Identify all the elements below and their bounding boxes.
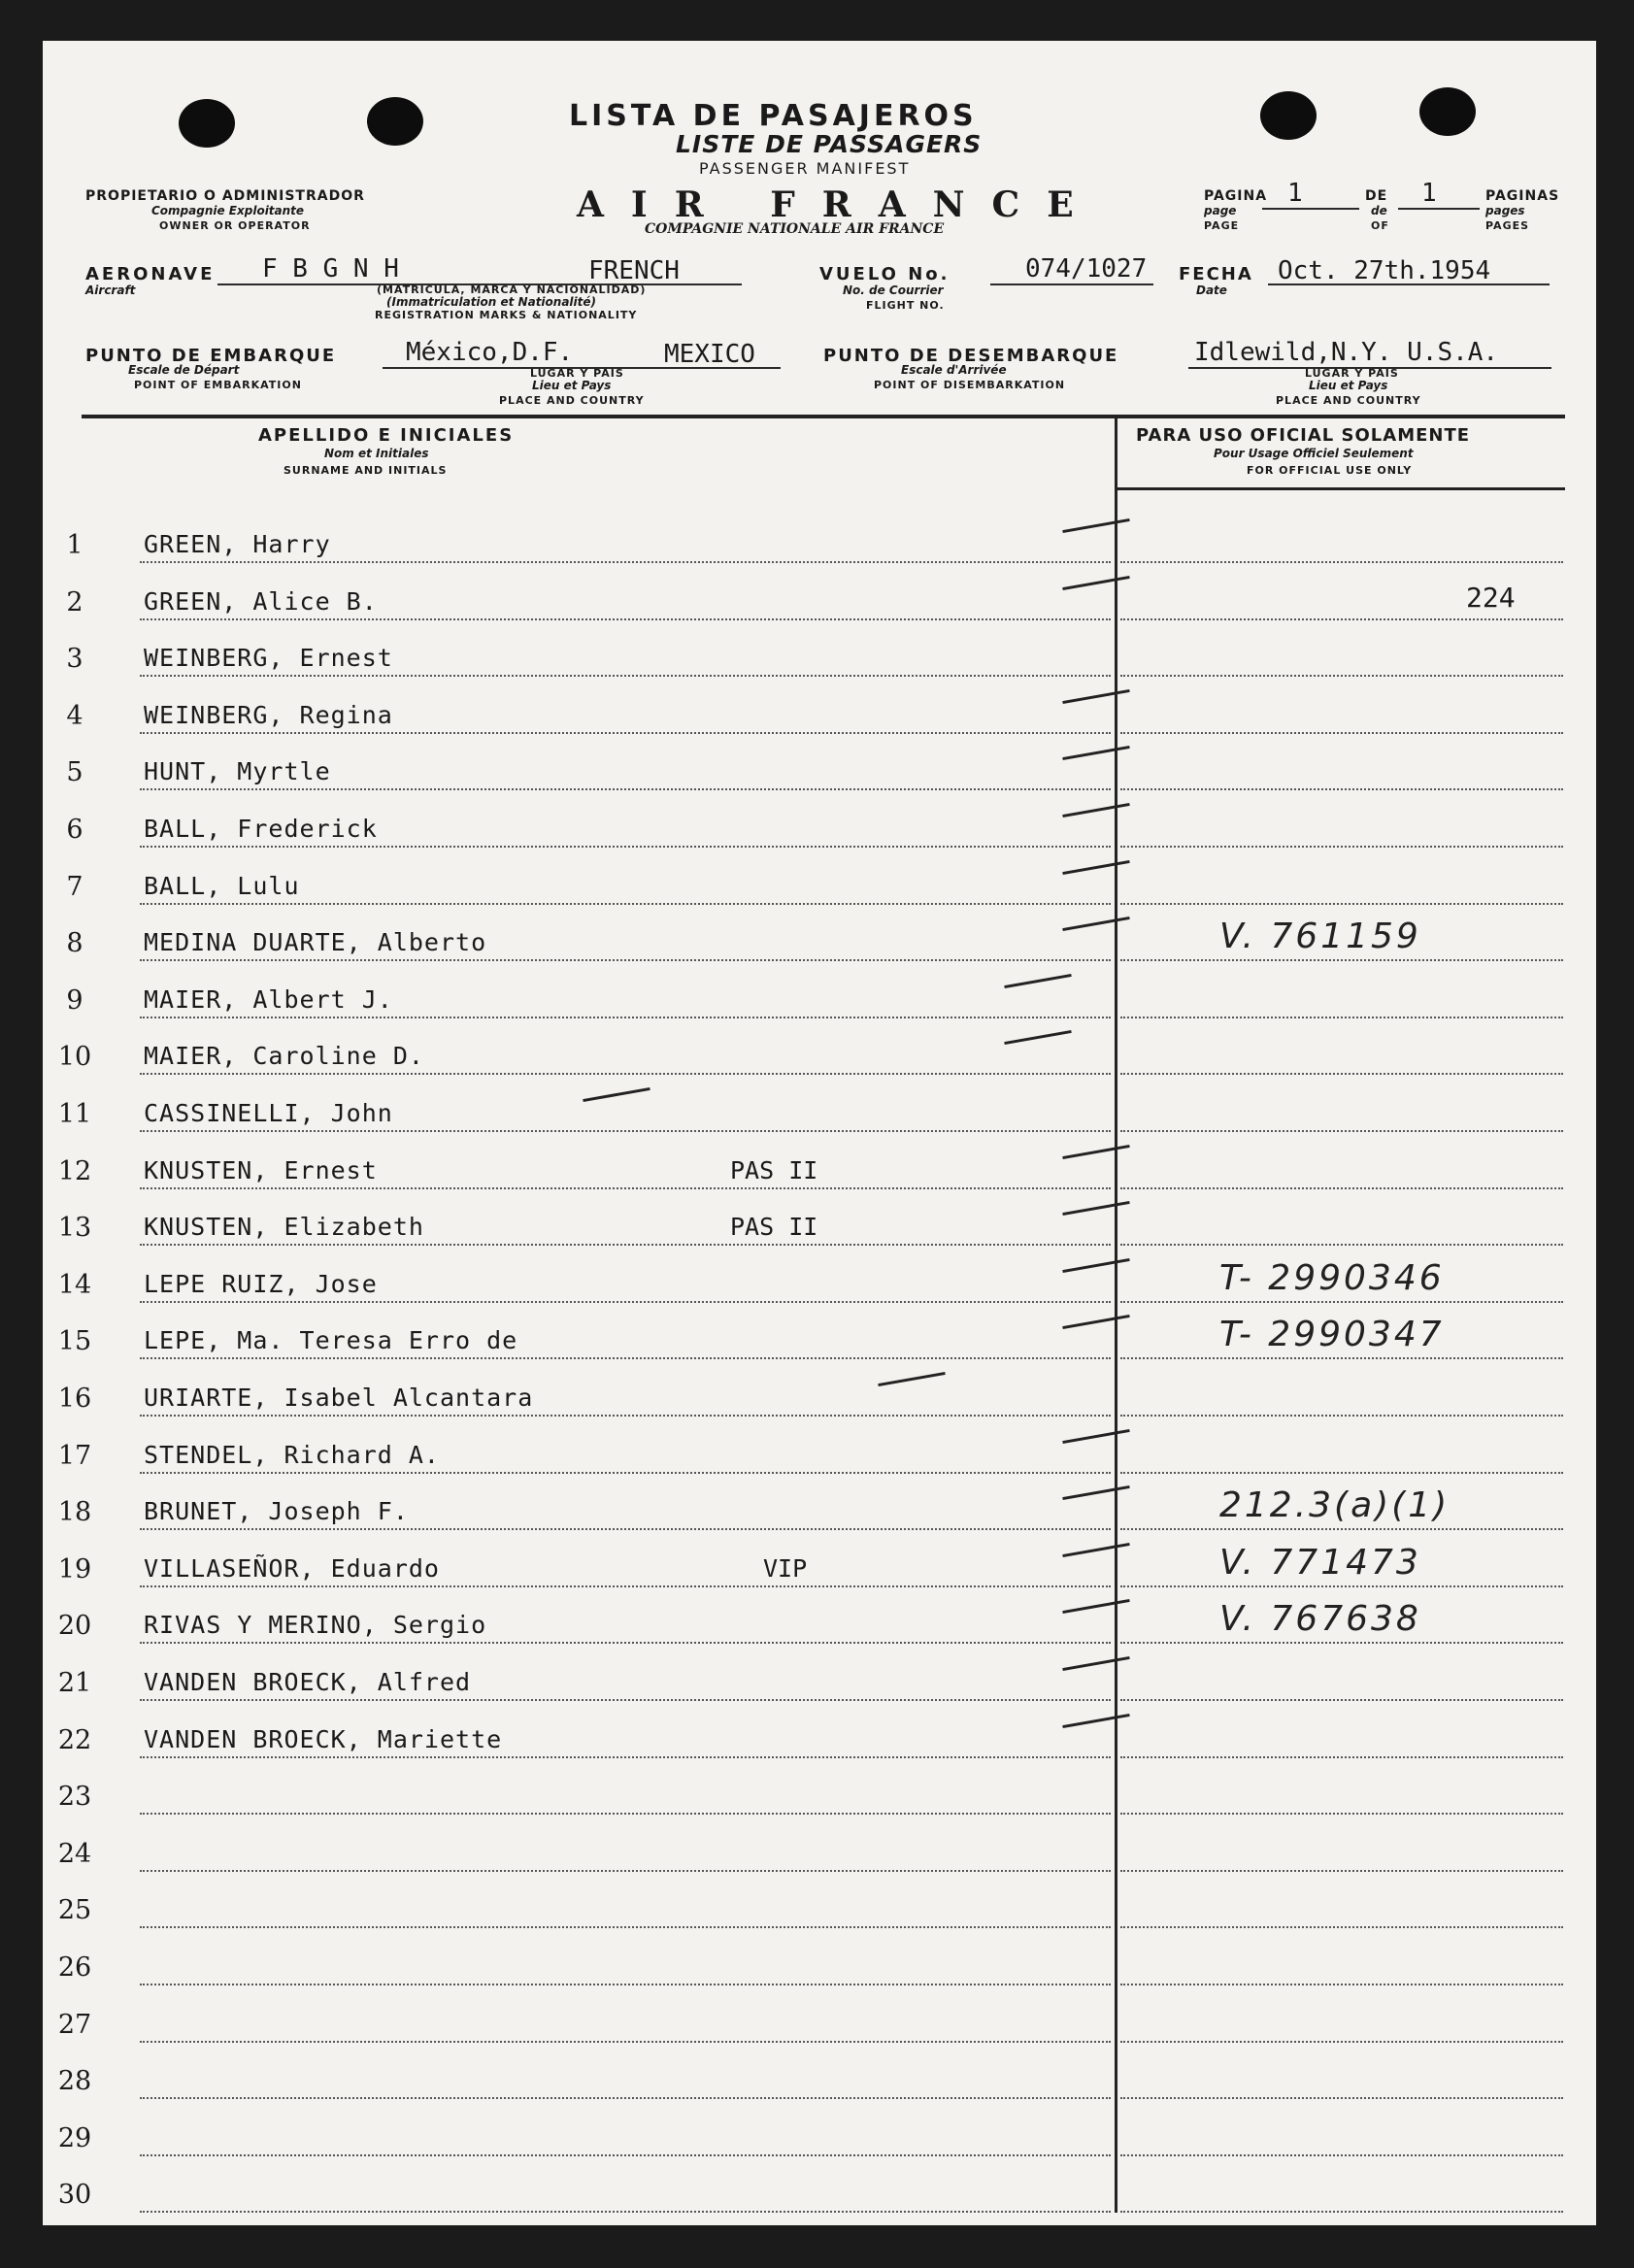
aircraft-marks-label: (MATRICULA, MARCA Y NACIONALIDAD) [377,284,647,296]
official-rule [1120,618,1563,620]
row-number: 23 [57,1782,92,1812]
row-number: 25 [57,1895,92,1925]
row-rule [140,1813,1111,1815]
official-entry: V. 767638 [1219,1599,1421,1639]
check-mark [1062,689,1129,704]
passenger-name: HUNT, Myrtle [144,757,331,785]
row-rule [140,1642,1111,1644]
owner-label-en: OWNER OR OPERATOR [159,219,311,232]
disembark-sub-fr: Lieu et Pays [1309,379,1388,392]
check-mark [1062,1599,1129,1614]
official-rule [1120,2211,1563,2213]
official-rule [1120,1642,1563,1644]
row-rule [140,1926,1111,1928]
official-entry: T- 2990347 [1219,1315,1445,1354]
passenger-name: VANDEN BROECK, Mariette [144,1725,503,1753]
row-rule [140,561,1111,563]
embark-sub-fr: Lieu et Pays [532,379,612,392]
official-rule [1120,1357,1563,1359]
check-mark [1062,1258,1129,1273]
passenger-name: MAIER, Albert J. [144,985,393,1014]
official-entry: 224 [1466,582,1516,614]
row-rule [140,2154,1111,2156]
row-rule [140,1528,1111,1530]
row-rule [140,2097,1111,2099]
title-es: LISTA DE PASAJEROS [569,99,978,133]
embark-country: MEXICO [664,340,755,369]
aircraft-marks-label-en: REGISTRATION MARKS & NATIONALITY [375,309,638,321]
embark-sub: LUGAR Y PAIS [530,367,624,380]
flight-date: Oct. 27th.1954 [1278,256,1491,285]
row-rule [140,1187,1111,1189]
row-rule [140,1984,1111,1985]
row-number: 6 [66,815,83,845]
row-number: 26 [57,1952,92,1983]
column-divider [1115,417,1117,2213]
official-rule [1120,1301,1563,1303]
check-mark [1062,1656,1129,1671]
flight-number: 074/1027 [1025,254,1148,284]
passenger-name: CASSINELLI, John [144,1099,393,1127]
page-label: PAGINA [1204,188,1268,204]
row-rule [140,903,1111,905]
passenger-name: RIVAS Y MERINO, Sergio [144,1611,487,1639]
owner-label: PROPIETARIO O ADMINISTRADOR [85,188,365,204]
punch-hole [367,97,423,146]
page-label-en: PAGE [1204,219,1240,232]
row-number: 1 [66,530,83,560]
passenger-name: BALL, Lulu [144,872,300,900]
row-number: 18 [57,1497,92,1527]
row-rule [140,1472,1111,1474]
check-mark [1062,576,1129,590]
disembark-sub: LUGAR Y PAIS [1305,367,1399,380]
official-rule [1120,1415,1563,1417]
check-mark [1062,1714,1129,1728]
flight-label-en: FLIGHT NO. [866,299,945,312]
of-label-fr: de [1371,204,1387,217]
official-rule [1120,675,1563,677]
row-number: 11 [57,1099,92,1129]
pages-label-en: PAGES [1485,219,1530,232]
official-rule [1120,903,1563,905]
row-rule [140,846,1111,848]
row-number: 9 [66,985,83,1016]
check-mark [1004,974,1071,988]
row-rule [140,1415,1111,1417]
names-column-header-en: SURNAME AND INITIALS [283,464,448,477]
check-mark [1062,1429,1129,1444]
airline-name: AIR FRANCE [577,184,1101,225]
row-number: 14 [57,1270,92,1300]
official-column-header-en: FOR OFFICIAL USE ONLY [1247,464,1413,477]
row-number: 27 [57,2010,92,2040]
row-number: 29 [57,2123,92,2153]
official-header-rule [1117,487,1565,490]
disembark-place: Idlewild,N.Y. U.S.A. [1194,338,1499,367]
row-rule [140,1585,1111,1587]
row-number: 21 [57,1668,92,1698]
check-mark [1062,860,1129,875]
row-rule [140,1073,1111,1075]
row-number: 19 [57,1554,92,1584]
official-column-header-fr: Pour Usage Officiel Seulement [1214,447,1414,460]
passenger-note: PAS II [730,1156,818,1184]
of-label: DE [1365,188,1388,204]
row-rule [140,618,1111,620]
check-mark [1062,746,1129,760]
row-number: 16 [57,1384,92,1414]
row-number: 24 [57,1839,92,1869]
pages-label: PAGINAS [1485,188,1560,204]
official-rule [1120,846,1563,848]
check-mark [1062,1485,1129,1500]
embark-label-en: POINT OF EMBARKATION [134,379,302,391]
official-rule [1120,561,1563,563]
passenger-name: URIARTE, Isabel Alcantara [144,1384,534,1412]
row-number: 3 [66,644,83,674]
official-rule [1120,1813,1563,1815]
official-rule [1120,1528,1563,1530]
page-label-fr: page [1204,204,1237,217]
names-column-header: APELLIDO E INICIALES [258,425,515,446]
row-rule [140,1357,1111,1359]
row-rule [140,1244,1111,1246]
punch-hole [1419,87,1476,136]
passenger-name: GREEN, Harry [144,530,331,558]
check-mark [1062,1543,1129,1557]
passenger-name: VILLASEÑOR, Eduardo [144,1554,440,1583]
check-mark [1062,803,1129,817]
check-mark [1004,1030,1071,1045]
official-entry: T- 2990346 [1219,1258,1445,1298]
row-number: 28 [57,2066,92,2096]
row-rule [140,1870,1111,1872]
passenger-name: WEINBERG, Regina [144,701,393,729]
official-entry: V. 761159 [1219,917,1421,956]
official-rule [1120,788,1563,790]
row-number: 20 [57,1611,92,1641]
official-rule [1120,2041,1563,2043]
passenger-name: LEPE RUIZ, Jose [144,1270,378,1298]
pages-label-fr: pages [1485,204,1525,217]
official-rule [1120,1244,1563,1246]
row-rule [140,1017,1111,1018]
disembark-sub-en: PLACE AND COUNTRY [1276,394,1421,407]
row-number: 12 [57,1156,92,1186]
official-rule [1120,1017,1563,1018]
title-en: PASSENGER MANIFEST [699,159,911,178]
aircraft-label: AERONAVE [85,264,216,284]
punch-hole [1260,91,1317,140]
official-column-header: PARA USO OFICIAL SOLAMENTE [1136,425,1471,446]
official-rule [1120,1130,1563,1132]
check-mark [1062,518,1129,533]
row-rule [140,732,1111,734]
embark-label: PUNTO DE EMBARQUE [85,346,337,366]
passenger-name: LEPE, Ma. Teresa Erro de [144,1326,518,1354]
passenger-name: KNUSTEN, Ernest [144,1156,378,1184]
passenger-name: BRUNET, Joseph F. [144,1497,409,1525]
row-number: 5 [66,757,83,787]
row-number: 30 [57,2180,92,2210]
passenger-name: MAIER, Caroline D. [144,1042,424,1070]
row-number: 4 [66,701,83,731]
official-rule [1120,959,1563,961]
owner-label-fr: Compagnie Exploitante [151,204,305,217]
check-mark [1062,1145,1129,1159]
official-rule [1120,1073,1563,1075]
title-fr: LISTE DE PASSAGERS [676,130,983,158]
passenger-name: WEINBERG, Ernest [144,644,393,672]
row-number: 10 [57,1042,92,1072]
row-number: 15 [57,1326,92,1356]
passenger-name: KNUSTEN, Elizabeth [144,1213,424,1241]
check-mark [878,1372,945,1386]
flight-label-fr: No. de Courrier [843,284,944,297]
passenger-note: VIP [763,1554,808,1583]
embark-label-fr: Escale de Départ [128,363,240,377]
check-mark [1062,917,1129,931]
check-mark [1062,1201,1129,1216]
row-rule [140,1301,1111,1303]
embark-sub-en: PLACE AND COUNTRY [499,394,645,407]
passenger-name: MEDINA DUARTE, Alberto [144,928,487,956]
row-rule [140,2041,1111,2043]
passenger-note: PAS II [730,1213,818,1241]
official-rule [1120,732,1563,734]
manifest-page [43,41,1596,2225]
disembark-label-en: POINT OF DISEMBARKATION [874,379,1066,391]
row-number: 22 [57,1725,92,1755]
row-number: 7 [66,872,83,902]
names-column-header-fr: Nom et Initiales [324,447,429,460]
official-rule [1120,1472,1563,1474]
row-rule [140,1756,1111,1758]
official-rule [1120,1699,1563,1701]
official-rule [1120,1870,1563,1872]
passenger-name: BALL, Frederick [144,815,378,843]
table-top-rule [82,415,1565,418]
disembark-label-fr: Escale d'Arrivée [901,363,1007,377]
row-number: 2 [66,587,83,617]
official-rule [1120,1926,1563,1928]
page-total: 1 [1421,179,1437,208]
passenger-name: VANDEN BROECK, Alfred [144,1668,472,1696]
official-entry: V. 771473 [1219,1543,1421,1583]
official-rule [1120,1756,1563,1758]
of-label-en: OF [1371,219,1389,232]
embark-place: México,D.F. [406,338,574,367]
row-rule [140,675,1111,677]
disembark-label: PUNTO DE DESEMBARQUE [823,346,1119,366]
official-rule [1120,2154,1563,2156]
flight-label: VUELO No. [819,264,950,284]
row-rule [140,959,1111,961]
check-mark [1062,1315,1129,1329]
row-rule [140,1699,1111,1701]
row-number: 17 [57,1441,92,1471]
aircraft-label-fr: Aircraft [85,284,136,297]
row-number: 8 [66,928,83,958]
passenger-name: STENDEL, Richard A. [144,1441,440,1469]
official-rule [1120,1187,1563,1189]
row-number: 13 [57,1213,92,1243]
check-mark [583,1087,650,1102]
date-label: FECHA [1179,264,1253,284]
row-rule [140,2211,1111,2213]
passenger-name: GREEN, Alice B. [144,587,378,616]
aircraft-marks-label-fr: (Immatriculation et Nationalité) [386,295,597,309]
page-number: 1 [1287,179,1303,208]
aircraft-nationality: FRENCH [588,256,680,285]
official-rule [1120,1984,1563,1985]
official-rule [1120,1585,1563,1587]
row-rule [140,1130,1111,1132]
official-entry: 212.3(a)(1) [1219,1485,1451,1525]
row-rule [140,788,1111,790]
date-label-en: Date [1196,284,1227,297]
airline-sub: COMPAGNIE NATIONALE AIR FRANCE [645,221,945,237]
aircraft-registration: F B G N H [262,254,399,284]
punch-hole [179,99,235,148]
official-rule [1120,2097,1563,2099]
